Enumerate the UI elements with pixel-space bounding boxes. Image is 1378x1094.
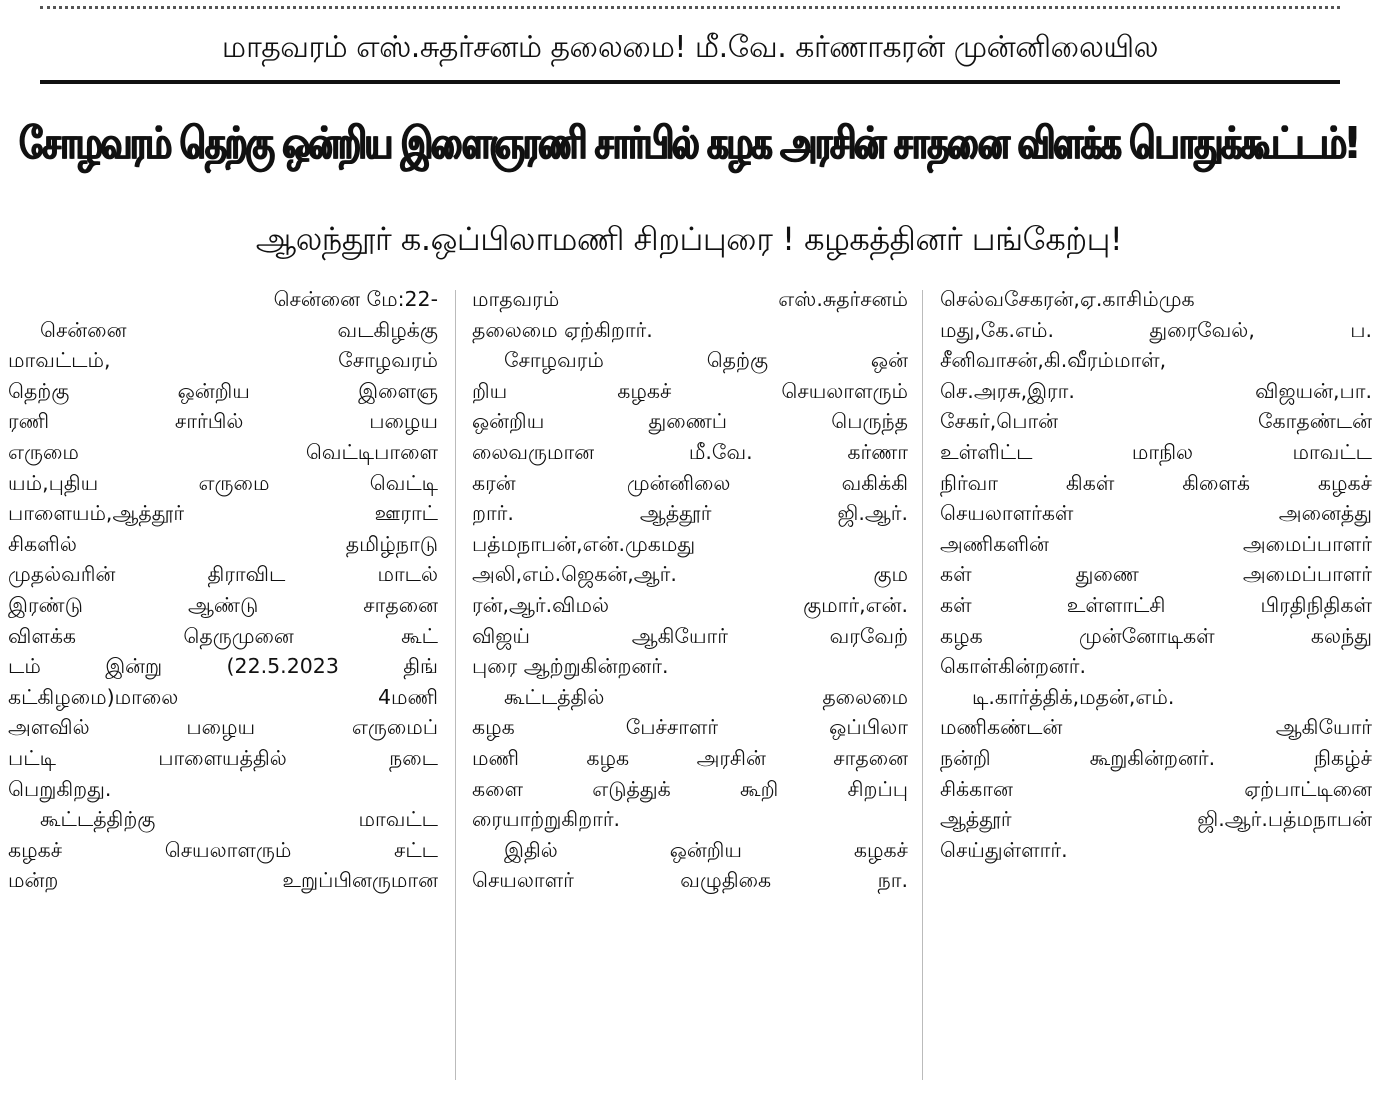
text-line: எருமை வெட்டிபாளை	[8, 439, 438, 464]
text-line: மணி கழக அரசின் சாதனை	[472, 745, 908, 770]
text-line: ரணி சார்பில் பழைய	[8, 409, 438, 434]
text-line: நன்றி கூறுகின்றனர். நிகழ்ச்	[940, 745, 1372, 770]
text-line: செல்வசேகரன்,ஏ.காசிம்முக	[940, 287, 1195, 311]
text-line: கூட்டத்தில் தலைமை	[504, 684, 908, 709]
previous-article-edge	[0, 0, 1378, 14]
text-line: செயலாளர்கள் அனைத்து	[940, 501, 1372, 526]
text-line: செய்துள்ளார்.	[940, 837, 1068, 862]
text-line: டி.கார்த்திக்,மதன்,எம்.	[972, 684, 1175, 709]
dateline: சென்னை மே:22-	[273, 287, 438, 311]
text-line: அளவில் பழைய எருமைப்	[8, 715, 438, 740]
text-line: செயலாளர் வழுதிகை நா.	[472, 868, 908, 893]
text-line: நிர்வா கிகள் கிளைக் கழகச்	[940, 470, 1372, 495]
text-line: றிய கழகச் செயலாளரும்	[472, 378, 908, 403]
text-line: பாளையம்,ஆத்தூர் ஊராட்	[8, 501, 438, 526]
article-column-1	[8, 284, 438, 1084]
text-line: கூட்டத்திற்கு மாவட்ட	[40, 807, 438, 832]
text-line: தெற்கு ஒன்றிய இளைஞ	[8, 378, 438, 403]
text-line: இரண்டு ஆண்டு சாதனை	[8, 592, 438, 617]
text-line: சென்னை வடகிழக்கு	[40, 317, 438, 342]
text-line: டம் இன்று (22.5.2023 திங்	[8, 654, 438, 679]
column-divider	[922, 290, 923, 1080]
text-line: கழக பேச்சாளர் ஒப்பிலா	[472, 715, 908, 740]
text-line: பெறுகிறது.	[8, 776, 112, 801]
text-line: கட்கிழமை)மாலை 4மணி	[8, 684, 438, 709]
text-line: பட்டி பாளையத்தில் நடை	[8, 745, 438, 770]
text-line: கழகச் செயலாளரும் சட்ட	[8, 837, 438, 862]
article-column-2	[472, 284, 908, 1084]
text-line: யம்,புதிய எருமை வெட்டி	[8, 470, 438, 495]
column-divider	[455, 290, 456, 1080]
text-line: லைவருமான மீ.வே. கர்ணா	[472, 439, 908, 464]
text-line: கரன் முன்னிலை வகிக்கி	[472, 470, 908, 495]
text-line: பத்மநாபன்,என்.முகமது	[472, 531, 696, 556]
text-line: சேகர்,பொன் கோதண்டன்	[940, 409, 1372, 434]
text-line: புரை ஆற்றுகின்றனர்.	[472, 654, 669, 679]
article-column-3	[940, 284, 1372, 1084]
text-line: மாவட்டம், சோழவரம்	[8, 348, 438, 373]
text-line: அலி,எம்.ஜெகன்,ஆர். கும	[472, 562, 908, 587]
text-line: கழக முன்னோடிகள் கலந்து	[940, 623, 1372, 648]
text-line: மது,கே.எம். துரைவேல், ப.	[940, 317, 1372, 342]
subheadline: ஆலந்தூர் க.ஒப்பிலாமணி சிறப்புரை ! கழகத்தினர் பங்கேற்பு!	[255, 220, 1123, 258]
text-line: விஜய் ஆகியோர் வரவேற்	[472, 623, 908, 648]
text-line: கள் துணை அமைப்பாளர்	[940, 562, 1372, 587]
text-line: ரையாற்றுகிறார்.	[472, 807, 621, 832]
kicker-line: மாதவரம் எஸ்.சுதர்சனம் தலைமை! மீ.வே. கர்ணாகரன் முன்னிலையில	[221, 29, 1159, 65]
text-line: சோழவரம் தெற்கு ஒன்	[504, 348, 908, 373]
text-line: இதில் ஒன்றிய கழகச்	[504, 837, 908, 862]
text-line: ஒன்றிய துணைப் பெருந்த	[472, 409, 908, 434]
text-line: சிக்கான ஏற்பாட்டினை	[940, 776, 1372, 801]
text-line: சிகளில் தமிழ்நாடு	[8, 531, 438, 556]
text-line: கொள்கின்றனர்.	[940, 654, 1087, 679]
cropped-text-remnant	[40, 0, 1340, 9]
text-line: தலைமை ஏற்கிறார்.	[472, 317, 653, 342]
text-line: மாதவரம் எஸ்.சுதர்சனம்	[472, 287, 908, 311]
text-line: முதல்வரின் திராவிட மாடல்	[8, 562, 438, 587]
text-line: மன்ற உறுப்பினருமான	[8, 868, 438, 893]
text-line: ரன்,ஆர்.விமல் குமார்,என்.	[472, 592, 908, 617]
text-line: ஆத்தூர் ஜி.ஆர்.பத்மநாபன்	[940, 807, 1372, 832]
text-line: அணிகளின் அமைப்பாளர்	[940, 531, 1372, 556]
text-line: கள் உள்ளாட்சி பிரதிநிதிகள்	[940, 592, 1372, 617]
text-line: விளக்க தெருமுனை கூட்	[8, 623, 438, 648]
text-line: சீனிவாசன்,கி.வீரம்மாள்,	[940, 348, 1167, 373]
text-line: றார். ஆத்தூர் ஜி.ஆர்.	[472, 501, 908, 526]
text-line: களை எடுத்துக் கூறி சிறப்பு	[472, 776, 908, 801]
text-line: செ.அரசு,இரா. விஜயன்,பா.	[940, 378, 1372, 403]
headline: சோழவரம் தெற்கு ஒன்றிய இளைஞரணி சார்பில் கழக அரசின் சாதனை விளக்க பொதுக்கூட்டம்!	[19, 116, 1359, 169]
text-line: உள்ளிட்ட மாநில மாவட்ட	[940, 439, 1372, 464]
text-line: மணிகண்டன் ஆகியோர்	[940, 715, 1372, 740]
